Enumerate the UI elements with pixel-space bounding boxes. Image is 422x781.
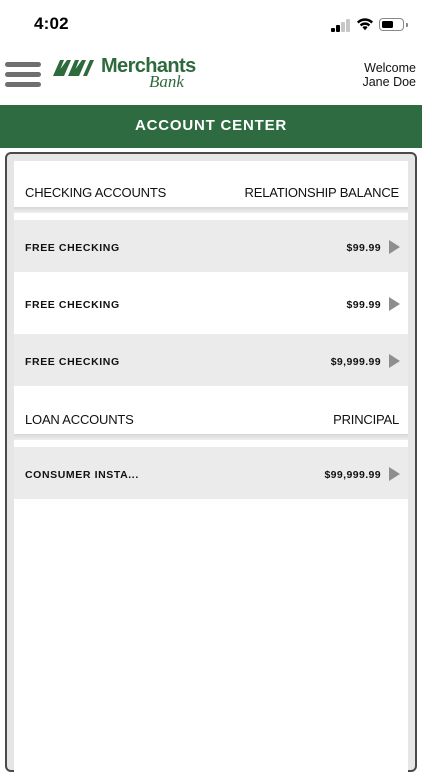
chevron-right-icon[interactable] [389, 467, 400, 481]
logo-mark-icon [53, 60, 99, 76]
status-bar [0, 0, 422, 50]
logo-name: Merchants [101, 55, 196, 77]
account-balance: $9,999.99 [330, 356, 381, 368]
account-balance: $99.99 [346, 242, 381, 254]
section-divider [14, 207, 408, 213]
page-title: ACCOUNT CENTER [134, 117, 288, 134]
accounts-panel [5, 152, 417, 772]
page-title-bar [0, 105, 422, 148]
account-balance: $99.99 [346, 299, 381, 311]
status-time: 4:02 [34, 14, 69, 33]
merchants-bank-logo[interactable] [53, 55, 196, 98]
account-name: FREE CHECKING [25, 356, 120, 368]
wifi-icon [356, 17, 374, 31]
account-row[interactable] [14, 220, 408, 272]
user-name: Jane Doe [362, 75, 416, 89]
welcome-greeting [362, 61, 416, 89]
logo-subtitle: Bank [149, 72, 184, 91]
chevron-right-icon[interactable] [389, 354, 400, 368]
battery-icon [379, 18, 404, 31]
loan-section-header [14, 388, 408, 434]
account-balance: $99,999.99 [324, 469, 381, 481]
app-header [0, 50, 422, 105]
checking-section-header [14, 161, 408, 207]
section-divider [14, 434, 408, 440]
section-title: CHECKING ACCOUNTS [25, 185, 167, 200]
chevron-right-icon[interactable] [389, 240, 400, 254]
account-name: CONSUMER INSTA... [25, 469, 139, 481]
account-row[interactable] [14, 447, 408, 499]
chevron-right-icon[interactable] [389, 297, 400, 311]
account-name: FREE CHECKING [25, 299, 120, 311]
account-name: FREE CHECKING [25, 242, 120, 254]
section-column-label: RELATIONSHIP BALANCE [244, 185, 399, 200]
section-title: LOAN ACCOUNTS [25, 412, 134, 427]
account-row[interactable] [14, 334, 408, 386]
account-row[interactable] [14, 277, 408, 329]
hamburger-icon[interactable] [5, 62, 41, 88]
cellular-signal-icon [331, 19, 351, 32]
accounts-list [14, 161, 408, 781]
welcome-label: Welcome [364, 61, 416, 75]
section-column-label: PRINCIPAL [333, 412, 399, 427]
